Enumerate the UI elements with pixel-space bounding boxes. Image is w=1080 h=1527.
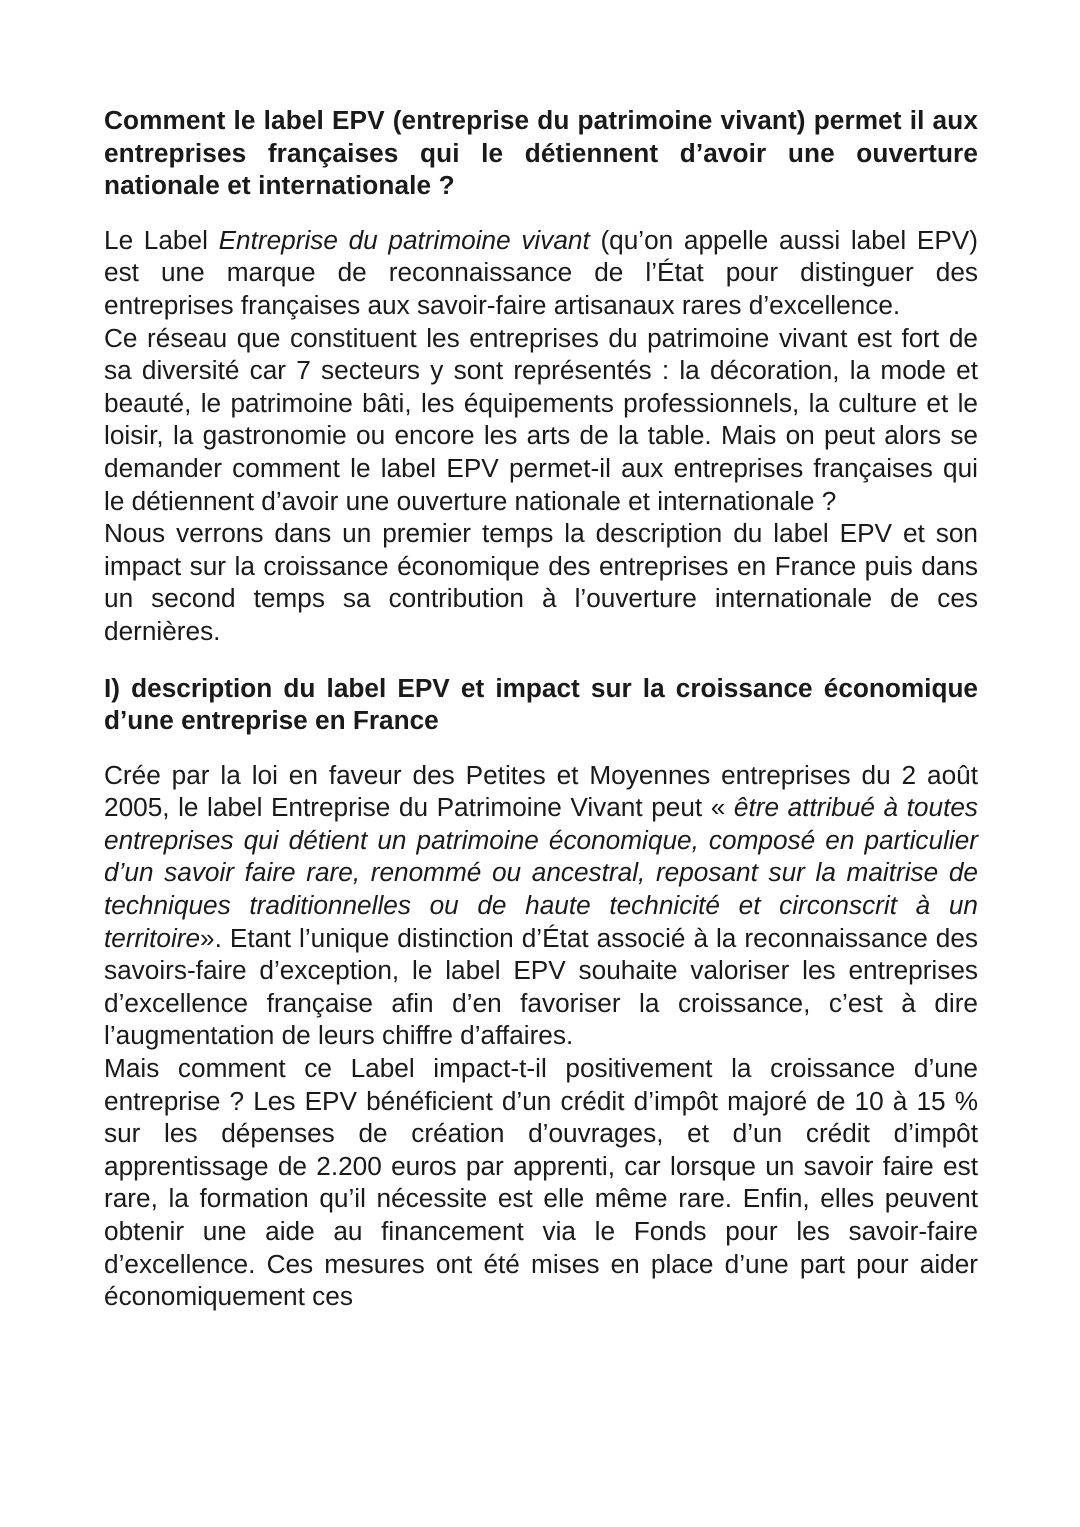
intro-paragraph-2: Ce réseau que constituent les entreprises du patrimoine vivant est fort de sa diversité car 7 secteurs y sont représentés : la décoration, la mode et beauté, le patrimoine bâti, les équipements professionnels, la culture et le loisir, la gastronomie ou encore les arts de la table. Mais on peut alors se demander comment le label EPV permet-il aux entreprises françaises qui le détiennent d’avoir une ouverture nationale et internationale ? — [104, 322, 978, 516]
section-1-p1-quotation: être attribué à toutes entreprises qui détient un patrimoine économique, composé en particulier d’un savoir faire rare, renommé ou ancestral, reposant sur la maitrise de techniques traditionnelles ou de haute technicité et circonscrit à un territoire — [104, 792, 978, 953]
document-page — [104, 104, 978, 1313]
intro-p1-text-before: Le Label — [104, 224, 219, 255]
section-1-p1-text-before: Crée par la loi en faveur des Petites et Moyennes entreprises du 2 août 2005, le label Entreprise du Patrimoine Vivant peut « — [104, 759, 978, 823]
section-1-p1-text-after: ». Etant l’unique distinction d’État associé à la reconnaissance des savoirs-faire d’exception, le label EPV souhaite valoriser les entreprises d’excellence française afin d’en favoriser la croissance, c’est à dire l’augmentation de leurs chiffre d’affaires. — [104, 922, 978, 1051]
intro-paragraph-1 — [104, 224, 978, 322]
intro-p1-text-after: (qu’on appelle aussi label EPV) est une marque de reconnaissance de l’État pour distinguer des entreprises françaises aux savoir-faire artisanaux rares d’excellence. — [104, 224, 978, 320]
document-title: Comment le label EPV (entreprise du patrimoine vivant) permet il aux entreprises françaises qui le détiennent d’avoir une ouverture nationale et internationale ? — [104, 105, 978, 201]
section-1-paragraph-1 — [104, 759, 978, 1052]
intro-p1-italic-label-name: Entreprise du patrimoine vivant — [218, 224, 590, 255]
section-1-paragraph-2: Mais comment ce Label impact-t-il positivement la croissance d’une entreprise ? Les EPV bénéficient d’un crédit d’impôt majoré de 10 à 15 % sur les dépenses de création d’ouvrages, et d’un crédit d’impôt apprentissage de 2.200 euros par apprenti, car lorsque un savoir faire est rare, la formation qu’il nécessite est elle même rare. Enfin, elles peuvent obtenir une aide au financement via le Fonds pour les savoir-faire d’excellence. Ces mesures ont été mises en place d’une part pour aider économiquement ces — [104, 1053, 978, 1312]
section-1-heading: I) description du label EPV et impact sur la croissance économique d’une entreprise en France — [104, 672, 978, 736]
intro-paragraph-3: Nous verrons dans un premier temps la description du label EPV et son impact sur la croissance économique des entreprises en France puis dans un second temps sa contribution à l’ouverture internationale de ces dernières. — [104, 518, 978, 646]
